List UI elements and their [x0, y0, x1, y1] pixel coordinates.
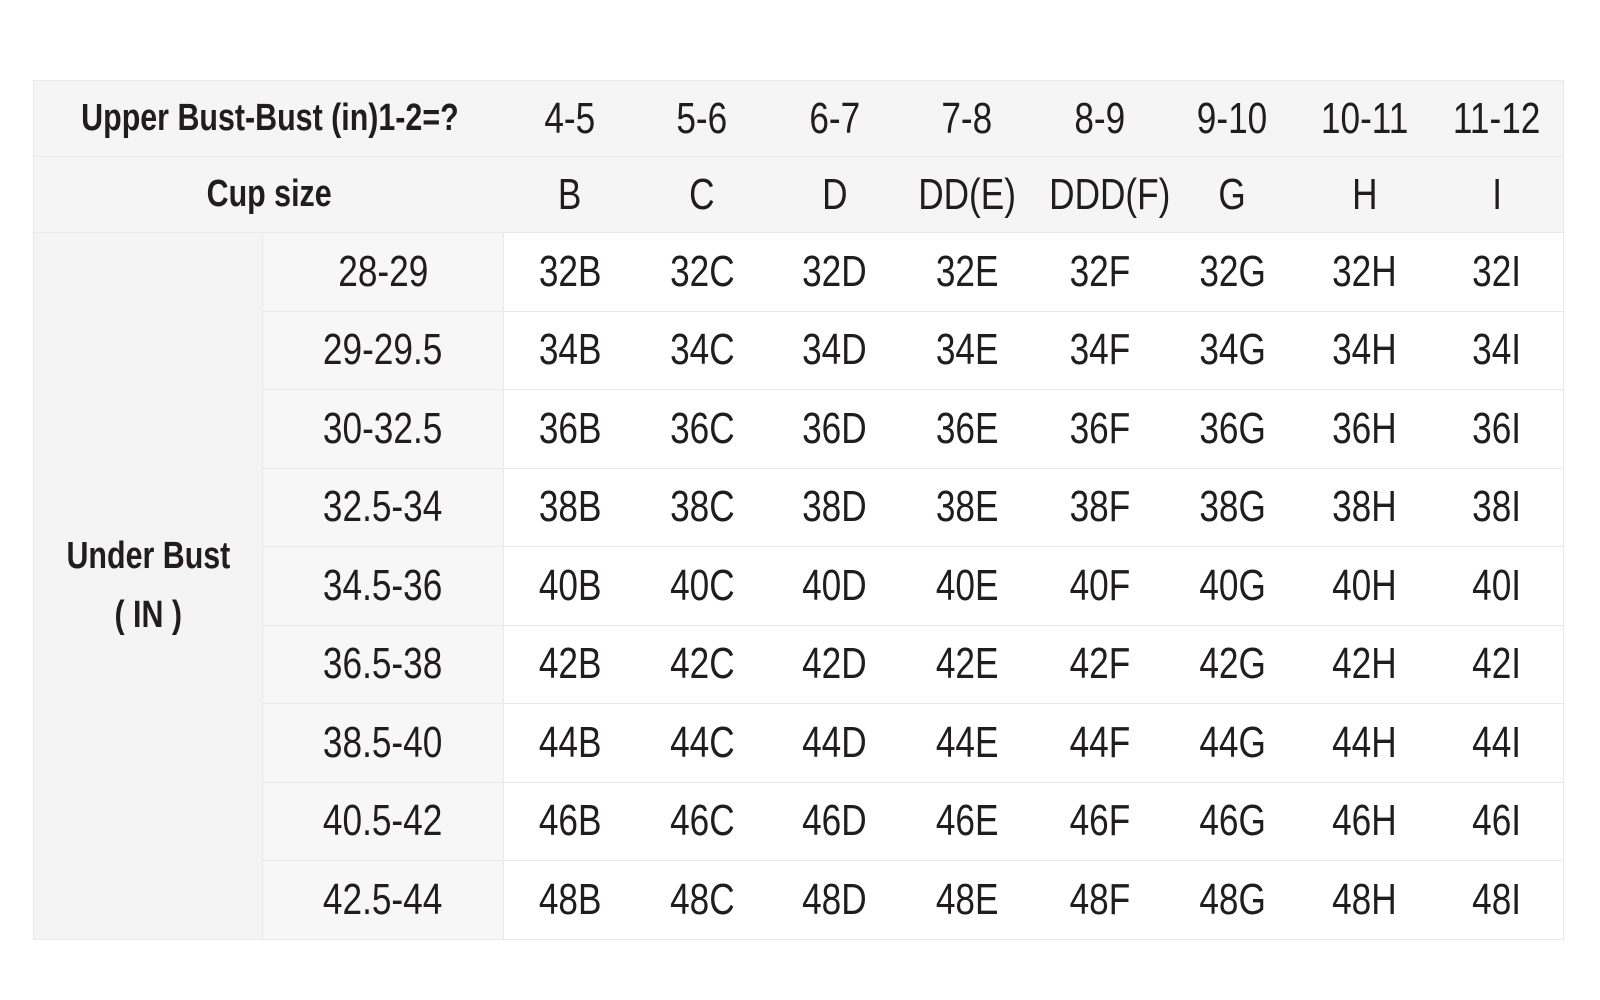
size-chart-row [34, 782, 1564, 861]
size-text: 32D [802, 246, 868, 296]
size-text: 46C [669, 796, 735, 846]
size-text: 48H [1332, 874, 1398, 924]
size-text: 34B [538, 325, 602, 375]
size-text: 48F [1069, 874, 1131, 924]
size-cell [504, 861, 637, 940]
size-cell [769, 233, 902, 312]
size-text: 34D [802, 325, 868, 375]
size-cell [636, 625, 769, 704]
size-cell [1166, 547, 1299, 626]
size-cell [1299, 233, 1432, 312]
size-cell [769, 625, 902, 704]
size-text: 48D [802, 874, 868, 924]
diff-header-text: 7-8 [941, 93, 993, 143]
upper-bust-formula-header-cell [34, 81, 504, 157]
size-cell [901, 625, 1034, 704]
size-cell [636, 468, 769, 547]
size-cell [1431, 390, 1564, 469]
size-cell [1166, 311, 1299, 390]
size-text: 44D [802, 717, 868, 767]
bra-size-chart [33, 80, 1564, 940]
cup-header-cell [1299, 157, 1432, 233]
size-cell [1166, 233, 1299, 312]
under-bust-side-cell [34, 233, 263, 940]
size-text: 48E [935, 874, 999, 924]
size-text: 40E [935, 560, 999, 610]
size-chart-row [34, 390, 1564, 469]
size-text: 44G [1198, 717, 1266, 767]
size-text: 42I [1472, 639, 1522, 689]
cup-header-cell [901, 157, 1034, 233]
size-text: 40C [669, 560, 735, 610]
size-chart-body [34, 233, 1564, 940]
diff-header-cell [1299, 81, 1432, 157]
under-bust-unit-line [34, 594, 262, 637]
size-cell [901, 233, 1034, 312]
under-bust-range-text: 29-29.5 [323, 325, 443, 375]
size-text: 42G [1198, 639, 1266, 689]
size-text: 32G [1198, 246, 1266, 296]
under-bust-range-text: 34.5-36 [323, 560, 443, 610]
size-cell [1034, 625, 1167, 704]
size-text: 48B [538, 874, 602, 924]
size-text: 42C [669, 639, 735, 689]
size-cell [636, 782, 769, 861]
size-cell [1034, 311, 1167, 390]
size-chart-row [34, 233, 1564, 312]
diff-header-cell [901, 81, 1034, 157]
size-chart-row [34, 468, 1564, 547]
size-text: 42H [1332, 639, 1398, 689]
size-text: 46B [538, 796, 602, 846]
size-text: 38E [935, 482, 999, 532]
under-bust-range-cell [263, 782, 504, 861]
diff-header-cell [504, 81, 637, 157]
cup-size-label: Cup size [206, 173, 332, 215]
diff-header-text: 6-7 [809, 93, 861, 143]
size-cell [1431, 625, 1564, 704]
size-cell [901, 704, 1034, 783]
diff-header-cell [1034, 81, 1167, 157]
cup-header-cell [1431, 157, 1564, 233]
size-text: 46H [1332, 796, 1398, 846]
size-text: 40F [1069, 560, 1131, 610]
size-cell [1299, 311, 1432, 390]
under-bust-label: Under Bust [66, 534, 230, 577]
size-cell [1166, 625, 1299, 704]
size-text: 42D [802, 639, 868, 689]
diff-header-cell [636, 81, 769, 157]
size-cell [636, 233, 769, 312]
size-text: 42F [1069, 639, 1131, 689]
size-text: 44H [1332, 717, 1398, 767]
diff-header-text: 5-6 [676, 93, 728, 143]
size-text: 32B [538, 246, 602, 296]
size-cell [769, 861, 902, 940]
size-cell [1431, 861, 1564, 940]
size-cell [504, 704, 637, 783]
size-cell [504, 468, 637, 547]
cup-header-text: DD(E) [918, 169, 1017, 219]
size-text: 36C [669, 403, 735, 453]
size-text: 36E [935, 403, 999, 453]
size-text: 36I [1472, 403, 1522, 453]
size-chart-row [34, 625, 1564, 704]
size-text: 48I [1472, 874, 1522, 924]
bust-diff-header-row [34, 81, 1564, 157]
size-cell [1034, 704, 1167, 783]
cup-header-text: DDD(F) [1048, 169, 1170, 219]
under-bust-range-text: 42.5-44 [323, 874, 443, 924]
size-cell [1034, 468, 1167, 547]
size-text: 46D [802, 796, 868, 846]
size-text: 38I [1472, 482, 1522, 532]
size-cell [1166, 468, 1299, 547]
size-cell [1034, 782, 1167, 861]
size-text: 46G [1198, 796, 1266, 846]
cup-size-header-cell [34, 157, 504, 233]
size-chart-row [34, 704, 1564, 783]
diff-header-cell [769, 81, 902, 157]
size-text: 44F [1069, 717, 1131, 767]
size-cell [1166, 782, 1299, 861]
size-text: 46F [1069, 796, 1131, 846]
under-bust-unit-label: ( IN ) [114, 593, 182, 636]
under-bust-range-cell [263, 861, 504, 940]
cup-header-text: C [689, 169, 715, 219]
size-text: 40D [802, 560, 868, 610]
under-bust-range-cell [263, 547, 504, 626]
size-cell [504, 233, 637, 312]
size-text: 32E [935, 246, 999, 296]
size-text: 42E [935, 639, 999, 689]
size-cell [504, 311, 637, 390]
size-cell [1166, 390, 1299, 469]
size-text: 36D [802, 403, 868, 453]
size-cell [1299, 625, 1432, 704]
size-cell [1034, 861, 1167, 940]
diff-header-text: 8-9 [1074, 93, 1126, 143]
size-cell [1034, 390, 1167, 469]
size-text: 32F [1069, 246, 1131, 296]
size-cell [901, 861, 1034, 940]
size-text: 34H [1332, 325, 1398, 375]
size-text: 36G [1198, 403, 1266, 453]
size-text: 40B [538, 560, 602, 610]
size-text: 40I [1472, 560, 1522, 610]
size-cell [901, 390, 1034, 469]
size-text: 44C [669, 717, 735, 767]
size-cell [1299, 468, 1432, 547]
size-cell [769, 390, 902, 469]
under-bust-range-cell [263, 468, 504, 547]
cup-header-text: I [1492, 169, 1502, 219]
size-text: 36B [538, 403, 602, 453]
size-cell [769, 311, 902, 390]
diff-header-text: 11-12 [1453, 93, 1541, 143]
size-cell [769, 704, 902, 783]
size-cell [504, 782, 637, 861]
cup-header-cell [769, 157, 902, 233]
under-bust-range-text: 38.5-40 [323, 717, 443, 767]
size-text: 48G [1198, 874, 1266, 924]
cup-header-text: B [558, 169, 582, 219]
under-bust-range-text: 32.5-34 [323, 482, 443, 532]
size-cell [636, 861, 769, 940]
size-cell [1166, 704, 1299, 783]
size-text: 32H [1332, 246, 1398, 296]
size-cell [769, 782, 902, 861]
size-cell [901, 468, 1034, 547]
size-text: 32C [669, 246, 735, 296]
diff-header-text: 10-11 [1321, 93, 1409, 143]
under-bust-range-text: 36.5-38 [323, 639, 443, 689]
size-text: 36F [1069, 403, 1131, 453]
size-cell [769, 468, 902, 547]
size-text: 44B [538, 717, 602, 767]
cup-size-header-row [34, 157, 1564, 233]
cup-header-cell [636, 157, 769, 233]
size-text: 44I [1472, 717, 1522, 767]
size-cell [1299, 390, 1432, 469]
size-text: 38F [1069, 482, 1131, 532]
size-text: 34G [1198, 325, 1266, 375]
size-text: 48C [669, 874, 735, 924]
size-chart-row [34, 547, 1564, 626]
size-cell [504, 625, 637, 704]
size-cell [504, 390, 637, 469]
size-cell [1431, 547, 1564, 626]
size-text: 34E [935, 325, 999, 375]
cup-header-cell [1034, 157, 1170, 233]
size-text: 34I [1472, 325, 1522, 375]
upper-bust-formula-label: Upper Bust-Bust (in)1-2=? [81, 97, 459, 139]
under-bust-range-cell [263, 233, 504, 312]
size-cell [1431, 782, 1564, 861]
size-cell [1299, 782, 1432, 861]
size-cell [901, 782, 1034, 861]
size-text: 42B [538, 639, 602, 689]
size-text: 46E [935, 796, 999, 846]
size-cell [636, 704, 769, 783]
diff-header-cell [1166, 81, 1299, 157]
size-text: 38D [802, 482, 868, 532]
size-cell [1431, 233, 1564, 312]
bra-size-chart-table [33, 80, 1564, 940]
size-cell [901, 547, 1034, 626]
size-text: 46I [1472, 796, 1522, 846]
size-text: 36H [1332, 403, 1398, 453]
size-text: 38H [1332, 482, 1398, 532]
cup-header-cell [504, 157, 637, 233]
size-cell [1034, 233, 1167, 312]
cup-header-text: D [822, 169, 848, 219]
under-bust-range-cell [263, 311, 504, 390]
under-bust-range-text: 40.5-42 [323, 796, 443, 846]
under-bust-label-line [34, 535, 262, 578]
size-cell [636, 390, 769, 469]
size-cell [504, 547, 637, 626]
size-chart-row [34, 311, 1564, 390]
size-text: 44E [935, 717, 999, 767]
cup-header-text: G [1218, 169, 1246, 219]
size-cell [1299, 704, 1432, 783]
size-cell [1431, 311, 1564, 390]
size-cell [636, 311, 769, 390]
size-cell [1299, 861, 1432, 940]
size-cell [901, 311, 1034, 390]
size-cell [1431, 704, 1564, 783]
size-text: 40G [1198, 560, 1266, 610]
size-cell [769, 547, 902, 626]
size-cell [1034, 547, 1167, 626]
under-bust-range-cell [263, 625, 504, 704]
size-text: 40H [1332, 560, 1398, 610]
size-cell [636, 547, 769, 626]
cup-header-cell [1166, 157, 1299, 233]
size-cell [1299, 547, 1432, 626]
under-bust-range-cell [263, 704, 504, 783]
cup-header-text: H [1352, 169, 1378, 219]
size-text: 34F [1069, 325, 1131, 375]
size-text: 34C [669, 325, 735, 375]
size-chart-row [34, 861, 1564, 940]
diff-header-text: 9-10 [1197, 93, 1268, 143]
size-text: 38G [1198, 482, 1266, 532]
diff-header-text: 4-5 [544, 93, 596, 143]
size-cell [1166, 861, 1299, 940]
size-text: 38B [538, 482, 602, 532]
diff-header-cell [1431, 81, 1564, 157]
under-bust-range-cell [263, 390, 504, 469]
under-bust-range-text: 28-29 [337, 246, 429, 296]
size-cell [1431, 468, 1564, 547]
size-text: 38C [669, 482, 735, 532]
size-text: 32I [1472, 246, 1522, 296]
under-bust-range-text: 30-32.5 [323, 403, 443, 453]
